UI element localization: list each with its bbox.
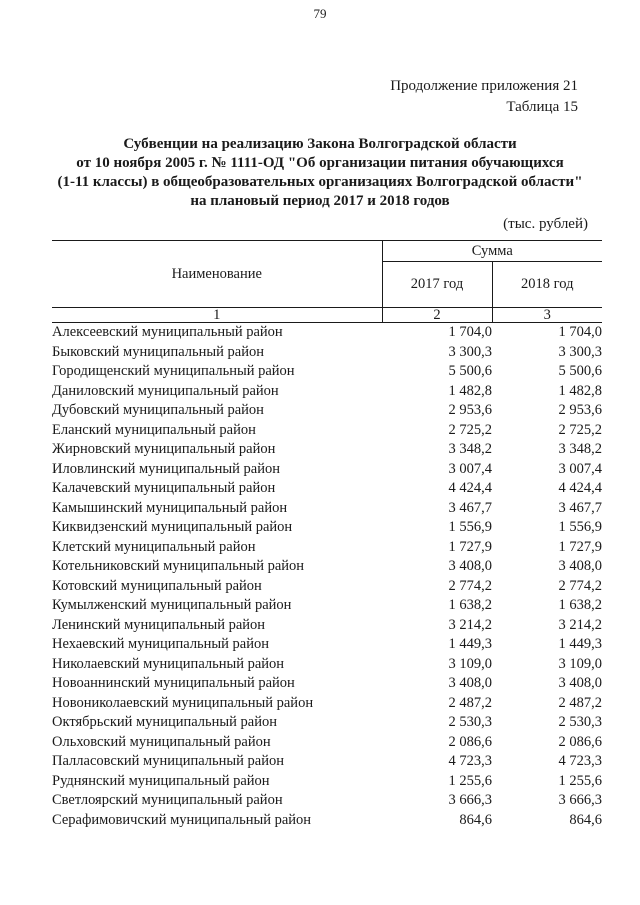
district-name: Даниловский муниципальный район (52, 382, 279, 399)
district-name: Новоаннинский муниципальный район (52, 675, 295, 692)
table-row (52, 596, 602, 616)
amount-2017: 2 086,6 (448, 733, 492, 750)
amount-2018: 3 007,4 (558, 460, 602, 477)
amount-2017: 1 727,9 (448, 538, 492, 555)
amount-2017: 3 348,2 (448, 441, 492, 458)
amount-2018: 2 086,6 (558, 733, 602, 750)
district-name: Палласовский муниципальный район (52, 753, 284, 770)
district-name: Ленинский муниципальный район (52, 616, 266, 633)
page-number: 79 (313, 6, 327, 21)
amount-2017: 2 530,3 (448, 714, 492, 731)
table-row (52, 343, 602, 363)
amount-2017: 2 774,2 (448, 577, 492, 594)
amount-2018: 1 727,9 (558, 538, 602, 555)
amount-2018: 2 725,2 (558, 421, 602, 438)
table-row (52, 401, 602, 421)
table-row (52, 713, 602, 733)
district-name: Кумылженский муниципальный район (52, 597, 292, 614)
amount-2018: 1 255,6 (558, 772, 602, 789)
amount-2017: 5 500,6 (448, 363, 492, 380)
amount-2018: 3 666,3 (558, 792, 602, 809)
title-line-1: Субвенции на реализацию Закона Волгоградской области (123, 136, 517, 152)
amount-2018: 3 109,0 (558, 655, 602, 672)
appendix-reference (390, 76, 578, 118)
amount-2017: 4 723,3 (448, 753, 492, 770)
district-name: Котельниковский муниципальный район (52, 558, 305, 575)
amount-2018: 2 953,6 (558, 402, 602, 419)
district-name: Клетский муниципальный район (52, 538, 256, 555)
amount-2017: 3 467,7 (448, 499, 492, 516)
table-row (52, 577, 602, 597)
district-name: Городищенский муниципальный район (52, 363, 295, 380)
table-row (52, 479, 602, 499)
district-name: Котовский муниципальный район (52, 577, 262, 594)
amount-2018: 3 300,3 (558, 343, 602, 360)
district-name: Жирновский муниципальный район (52, 441, 276, 458)
table-row (52, 382, 602, 402)
amount-2018: 4 723,3 (558, 753, 602, 770)
district-name: Новониколаевский муниципальный район (52, 694, 314, 711)
amount-2017: 864,6 (459, 811, 492, 828)
amount-2018: 3 408,0 (558, 675, 602, 692)
column-index-3: 3 (492, 308, 602, 323)
amount-2018: 2 530,3 (558, 714, 602, 731)
header-name: Наименование (52, 241, 382, 308)
amount-2017: 3 666,3 (448, 792, 492, 809)
header-2018: 2018 год (492, 262, 602, 308)
district-name: Ольховский муниципальный район (52, 733, 271, 750)
table-row (52, 538, 602, 558)
amount-2018: 1 704,0 (558, 324, 602, 341)
table-row (52, 362, 602, 382)
title-line-4: на плановый период 2017 и 2018 годов (190, 193, 450, 209)
table-row (52, 460, 602, 480)
amount-2017: 3 408,0 (448, 558, 492, 575)
amount-2017: 1 704,0 (448, 324, 492, 341)
district-name: Калачевский муниципальный район (52, 480, 276, 497)
amount-2018: 1 482,8 (558, 382, 602, 399)
title-line-2: от 10 ноября 2005 г. № 1111-ОД "Об организации питания обучающихся (76, 155, 564, 171)
amount-2018: 3 348,2 (558, 441, 602, 458)
district-name: Камышинский муниципальный район (52, 499, 288, 516)
district-name: Николаевский муниципальный район (52, 655, 285, 672)
table-row (52, 616, 602, 636)
amount-2018: 5 500,6 (558, 363, 602, 380)
amount-2018: 1 449,3 (558, 636, 602, 653)
amount-2017: 1 638,2 (448, 597, 492, 614)
amount-2018: 864,6 (569, 811, 602, 828)
subventions-table (52, 240, 602, 830)
amount-2017: 1 449,3 (448, 636, 492, 653)
district-name: Киквидзенский муниципальный район (52, 519, 293, 536)
amount-2017: 2 953,6 (448, 402, 492, 419)
table-row (52, 323, 602, 343)
table-row (52, 557, 602, 577)
amount-2017: 2 725,2 (448, 421, 492, 438)
amount-2018: 3 214,2 (558, 616, 602, 633)
appendix-label: Продолжение приложения 21 (390, 78, 578, 94)
amount-2017: 4 424,4 (448, 480, 492, 497)
amount-2017: 3 109,0 (448, 655, 492, 672)
units-note: (тыс. рублей) (503, 216, 588, 232)
table-row (52, 655, 602, 675)
amount-2017: 3 214,2 (448, 616, 492, 633)
table-row (52, 674, 602, 694)
header-2017: 2017 год (382, 262, 492, 308)
amount-2017: 2 487,2 (448, 694, 492, 711)
amount-2017: 1 556,9 (448, 519, 492, 536)
amount-2017: 1 255,6 (448, 772, 492, 789)
district-name: Нехаевский муниципальный район (52, 636, 270, 653)
district-name: Руднянский муниципальный район (52, 772, 270, 789)
table-row (52, 811, 602, 831)
amount-2018: 4 424,4 (558, 480, 602, 497)
table-row (52, 733, 602, 753)
amount-2017: 3 408,0 (448, 675, 492, 692)
header-sum: Сумма (382, 241, 602, 262)
column-index-2: 2 (382, 308, 492, 323)
amount-2017: 3 007,4 (448, 460, 492, 477)
title-line-3: (1-11 классы) в общеобразовательных организациях Волгоградской области" (57, 174, 583, 190)
district-name: Светлоярский муниципальный район (52, 792, 283, 809)
amount-2018: 1 638,2 (558, 597, 602, 614)
table-row (52, 518, 602, 538)
district-name: Серафимовичский муниципальный район (52, 811, 312, 828)
table-body (52, 323, 602, 831)
amount-2018: 2 774,2 (558, 577, 602, 594)
district-name: Еланский муниципальный район (52, 421, 256, 438)
amount-2018: 3 467,7 (558, 499, 602, 516)
amount-2018: 3 408,0 (558, 558, 602, 575)
column-index-1: 1 (52, 308, 382, 323)
district-name: Октябрьский муниципальный район (52, 714, 277, 731)
table-row (52, 791, 602, 811)
district-name: Быковский муниципальный район (52, 343, 264, 360)
district-name: Иловлинский муниципальный район (52, 460, 280, 477)
district-name: Дубовский муниципальный район (52, 402, 264, 419)
district-name: Алексеевский муниципальный район (52, 324, 283, 341)
amount-2018: 2 487,2 (558, 694, 602, 711)
document-title (40, 135, 600, 211)
table-row (52, 694, 602, 714)
table-row (52, 635, 602, 655)
amount-2017: 3 300,3 (448, 343, 492, 360)
table-row (52, 772, 602, 792)
table-row (52, 440, 602, 460)
amount-2018: 1 556,9 (558, 519, 602, 536)
table-row (52, 499, 602, 519)
table-header (52, 241, 602, 323)
table-row (52, 421, 602, 441)
table-row (52, 752, 602, 772)
amount-2017: 1 482,8 (448, 382, 492, 399)
table-number-label: Таблица 15 (506, 99, 578, 115)
